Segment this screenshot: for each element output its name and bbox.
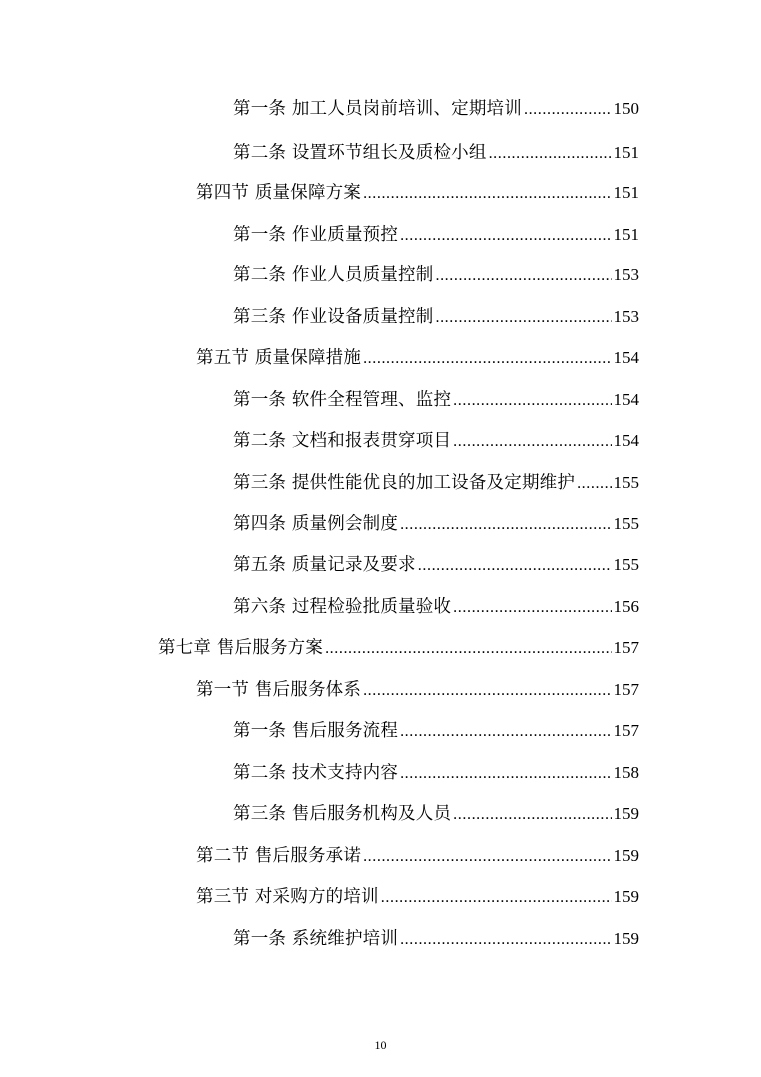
toc-entry-title: 第三节 对采购方的培训 — [196, 887, 379, 907]
toc-section-entry[interactable] — [196, 884, 639, 910]
toc-leader-dots — [363, 678, 611, 704]
toc-entry-title: 第二节 售后服务承诺 — [196, 846, 362, 866]
toc-entry-page: 157 — [613, 721, 639, 740]
toc-leader-dots — [363, 181, 611, 207]
toc-leader-dots — [400, 512, 611, 538]
toc-entry-page: 153 — [613, 265, 639, 284]
toc-leader-dots — [381, 885, 612, 911]
toc-entry[interactable] — [233, 511, 639, 537]
toc-entry-page: 151 — [613, 143, 639, 162]
toc-entry-title: 第三条 售后服务机构及人员 — [233, 804, 452, 824]
toc-section-entry[interactable] — [196, 843, 639, 869]
toc-entry-page: 157 — [613, 638, 639, 657]
toc-entry-title: 第七章 售后服务方案 — [158, 638, 324, 658]
toc-leader-dots — [453, 595, 611, 621]
toc-leader-dots — [418, 553, 612, 579]
toc-entry-page: 154 — [613, 431, 639, 450]
toc-entry-title: 第一条 加工人员岗前培训、定期培训 — [233, 99, 522, 119]
toc-entry-title: 第五条 质量记录及要求 — [233, 555, 416, 575]
toc-entry[interactable] — [233, 926, 639, 952]
toc-entry-title: 第一条 售后服务流程 — [233, 721, 399, 741]
toc-entry-title: 第二条 作业人员质量控制 — [233, 265, 434, 285]
toc-entry-page: 159 — [613, 804, 639, 823]
toc-entry-title: 第一条 作业质量预控 — [233, 225, 399, 245]
toc-entry-title: 第二条 技术支持内容 — [233, 763, 399, 783]
toc-leader-dots — [325, 636, 611, 662]
toc-section-entry[interactable] — [196, 345, 639, 371]
toc-entry-title: 第一条 软件全程管理、监控 — [233, 390, 452, 410]
toc-leader-dots — [363, 346, 611, 372]
toc-entry-page: 159 — [613, 846, 639, 865]
toc-entry[interactable] — [233, 594, 639, 620]
toc-entry-title: 第三条 提供性能优良的加工设备及定期维护 — [233, 473, 576, 493]
toc-entry-page: 157 — [613, 680, 639, 699]
toc-entry[interactable] — [233, 140, 639, 166]
toc-entry[interactable] — [233, 387, 639, 413]
toc-leader-dots — [435, 263, 611, 289]
page-number: 10 — [374, 1038, 387, 1052]
toc-leader-dots — [453, 802, 611, 828]
toc-entry[interactable] — [233, 304, 639, 330]
toc-entry[interactable] — [233, 760, 639, 786]
toc-leader-dots — [524, 97, 612, 123]
toc-section-entry[interactable] — [196, 677, 639, 703]
toc-entry-page: 159 — [613, 887, 639, 906]
toc-leader-dots — [363, 844, 611, 870]
toc-entry-page: 158 — [613, 763, 639, 782]
toc-entry-page: 150 — [613, 99, 639, 118]
toc-leader-dots — [577, 471, 611, 497]
toc-entry-title: 第四条 质量例会制度 — [233, 514, 399, 534]
toc-entry-page: 155 — [613, 514, 639, 533]
toc-leader-dots — [453, 429, 611, 455]
toc-leader-dots — [453, 388, 611, 414]
toc-chapter-entry[interactable] — [158, 635, 639, 661]
toc-entry-title: 第六条 过程检验批质量验收 — [233, 597, 452, 617]
toc-entry[interactable] — [233, 222, 639, 248]
toc-leader-dots — [400, 761, 611, 787]
toc-entry-page: 154 — [613, 390, 639, 409]
toc-entry-page: 153 — [613, 307, 639, 326]
toc-entry-page: 151 — [613, 183, 639, 202]
toc-leader-dots — [400, 927, 611, 953]
toc-entry-page: 159 — [613, 929, 639, 948]
toc-leader-dots — [435, 305, 611, 331]
toc-entry-page: 156 — [613, 597, 639, 616]
toc-leader-dots — [400, 719, 611, 745]
toc-entry[interactable] — [233, 552, 639, 578]
toc-entry-title: 第二条 文档和报表贯穿项目 — [233, 431, 452, 451]
toc-entry-page: 154 — [613, 348, 639, 367]
toc-entry[interactable] — [233, 96, 639, 122]
toc-entry-title: 第五节 质量保障措施 — [196, 348, 362, 368]
toc-entry[interactable] — [233, 718, 639, 744]
toc-entry-title: 第四节 质量保障方案 — [196, 183, 362, 203]
toc-entry-title: 第二条 设置环节组长及质检小组 — [233, 143, 487, 163]
toc-entry-title: 第一节 售后服务体系 — [196, 680, 362, 700]
toc-entry[interactable] — [233, 428, 639, 454]
toc-entry[interactable] — [233, 262, 639, 288]
toc-entry[interactable] — [233, 470, 639, 496]
toc-entry-title: 第三条 作业设备质量控制 — [233, 307, 434, 327]
toc-entry-page: 155 — [613, 473, 639, 492]
toc-entry[interactable] — [233, 801, 639, 827]
toc-entry-page: 151 — [613, 225, 639, 244]
toc-section-entry[interactable] — [196, 180, 639, 206]
toc-entry-page: 155 — [613, 555, 639, 574]
toc-leader-dots — [400, 223, 611, 249]
toc-entry-title: 第一条 系统维护培训 — [233, 929, 399, 949]
toc-leader-dots — [489, 141, 612, 167]
